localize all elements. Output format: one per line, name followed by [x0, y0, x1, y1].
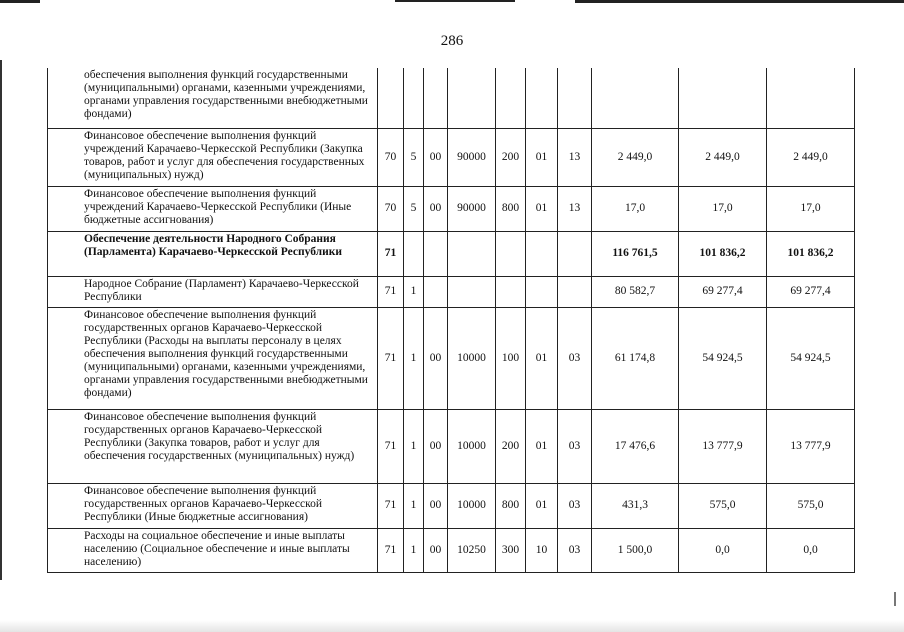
page-number: 286	[440, 33, 464, 49]
amount-cell: 2 449,0	[767, 128, 855, 186]
code-cell: 13	[558, 128, 592, 186]
code-cell	[496, 276, 526, 307]
code-cell	[526, 231, 558, 276]
code-cell: 00	[424, 528, 448, 572]
amount-cell: 13 777,9	[767, 409, 855, 483]
code-cell: 200	[496, 409, 526, 483]
row-name: Народное Собрание (Парламент) Карачаево-Черкесской Республики	[48, 276, 378, 307]
table-row	[48, 231, 855, 276]
code-cell: 00	[424, 483, 448, 528]
amount-cell: 17,0	[592, 186, 679, 231]
code-cell: 03	[558, 528, 592, 572]
code-cell: 01	[526, 186, 558, 231]
amount-cell: 0,0	[679, 528, 767, 572]
left-scan-edge	[0, 60, 2, 580]
code-cell: 71	[378, 409, 404, 483]
amount-cell: 80 582,7	[592, 276, 679, 307]
code-cell	[558, 68, 592, 128]
code-cell: 00	[424, 128, 448, 186]
row-name: Финансовое обеспечение выполнения функций государственных органов Карачаево-Черкесской Республики (Иные бюджетные ассигнования)	[48, 483, 378, 528]
code-cell: 70	[378, 186, 404, 231]
code-cell	[496, 68, 526, 128]
table-row	[48, 528, 855, 572]
code-cell: 800	[496, 186, 526, 231]
code-cell: 01	[526, 128, 558, 186]
amount-cell	[679, 68, 767, 128]
amount-cell	[592, 68, 679, 128]
code-cell: 00	[424, 307, 448, 409]
amount-cell: 2 449,0	[679, 128, 767, 186]
code-cell: 00	[424, 409, 448, 483]
code-cell: 01	[526, 307, 558, 409]
amount-cell: 116 761,5	[592, 231, 679, 276]
amount-cell: 2 449,0	[592, 128, 679, 186]
table-row	[48, 409, 855, 483]
code-cell	[404, 68, 424, 128]
row-name: обеспечения выполнения функций государственными (муниципальными) органами, казенными учреждениями, органами управления государственными внебюджетными фондами)	[48, 68, 378, 128]
code-cell: 5	[404, 186, 424, 231]
code-cell: 10000	[448, 307, 496, 409]
code-cell	[496, 231, 526, 276]
row-name: Расходы на социальное обеспечение и иные выплаты населению (Социальное обеспечение и иные выплаты населению)	[48, 528, 378, 572]
code-cell: 10	[526, 528, 558, 572]
amount-cell: 17,0	[679, 186, 767, 231]
code-cell	[448, 68, 496, 128]
table-row	[48, 276, 855, 307]
code-cell	[378, 68, 404, 128]
code-cell: 10000	[448, 483, 496, 528]
code-cell	[424, 68, 448, 128]
amount-cell: 431,3	[592, 483, 679, 528]
code-cell: 70	[378, 128, 404, 186]
code-cell: 71	[378, 528, 404, 572]
code-cell	[424, 231, 448, 276]
row-name: Финансовое обеспечение выполнения функций государственных органов Карачаево-Черкесской Республики (Расходы на выплаты персоналу в целях обеспечения выполнения функций государственными (муниципальными) органами, казенными учреждениями, органами управления государственными внебюджетными фондами)	[48, 307, 378, 409]
code-cell	[558, 231, 592, 276]
top-scan-rule	[0, 0, 40, 3]
amount-cell: 101 836,2	[679, 231, 767, 276]
code-cell	[424, 276, 448, 307]
code-cell: 10250	[448, 528, 496, 572]
row-name: Финансовое обеспечение выполнения функций учреждений Карачаево-Черкесской Республики (Иные бюджетные ассигнования)	[48, 186, 378, 231]
code-cell: 1	[404, 409, 424, 483]
code-cell: 90000	[448, 186, 496, 231]
row-name: Финансовое обеспечение выполнения функций учреждений Карачаево-Черкесской Республики (Закупка товаров, работ и услуг для обеспечения государственных (муниципальных) нужд)	[48, 128, 378, 186]
table-row	[48, 483, 855, 528]
code-cell	[448, 231, 496, 276]
code-cell: 100	[496, 307, 526, 409]
row-name: Финансовое обеспечение выполнения функций государственных органов Карачаево-Черкесской Республики (Закупка товаров, работ и услуг для обеспечения государственных (муниципальных) нужд)	[48, 409, 378, 483]
amount-cell: 101 836,2	[767, 231, 855, 276]
top-scan-rule	[395, 0, 515, 2]
amount-cell: 17 476,6	[592, 409, 679, 483]
code-cell: 1	[404, 307, 424, 409]
code-cell	[526, 276, 558, 307]
amount-cell: 54 924,5	[767, 307, 855, 409]
code-cell: 1	[404, 528, 424, 572]
code-cell: 10000	[448, 409, 496, 483]
amount-cell: 69 277,4	[767, 276, 855, 307]
table-row	[48, 68, 855, 128]
top-scan-rule	[575, 0, 904, 3]
table-row	[48, 186, 855, 231]
amount-cell: 13 777,9	[679, 409, 767, 483]
code-cell: 1	[404, 483, 424, 528]
amount-cell: 54 924,5	[679, 307, 767, 409]
code-cell: 13	[558, 186, 592, 231]
code-cell: 01	[526, 483, 558, 528]
code-cell: 71	[378, 231, 404, 276]
code-cell	[526, 68, 558, 128]
amount-cell	[767, 68, 855, 128]
code-cell: 5	[404, 128, 424, 186]
amount-cell: 61 174,8	[592, 307, 679, 409]
scan-bottom-shadow	[0, 620, 904, 632]
right-scan-mark	[894, 592, 896, 606]
amount-cell: 575,0	[767, 483, 855, 528]
code-cell: 800	[496, 483, 526, 528]
row-name: Обеспечение деятельности Народного Собрания (Парламента) Карачаево-Черкесской Республики	[48, 231, 378, 276]
code-cell	[448, 276, 496, 307]
code-cell: 71	[378, 307, 404, 409]
amount-cell: 17,0	[767, 186, 855, 231]
code-cell: 71	[378, 483, 404, 528]
code-cell: 90000	[448, 128, 496, 186]
amount-cell: 0,0	[767, 528, 855, 572]
code-cell: 01	[526, 409, 558, 483]
code-cell: 71	[378, 276, 404, 307]
code-cell: 03	[558, 307, 592, 409]
code-cell: 200	[496, 128, 526, 186]
code-cell	[404, 231, 424, 276]
code-cell: 03	[558, 409, 592, 483]
code-cell: 300	[496, 528, 526, 572]
amount-cell: 69 277,4	[679, 276, 767, 307]
code-cell: 00	[424, 186, 448, 231]
budget-table	[47, 68, 855, 573]
table-row	[48, 307, 855, 409]
code-cell: 03	[558, 483, 592, 528]
code-cell	[558, 276, 592, 307]
amount-cell: 1 500,0	[592, 528, 679, 572]
amount-cell: 575,0	[679, 483, 767, 528]
table-row	[48, 128, 855, 186]
code-cell: 1	[404, 276, 424, 307]
